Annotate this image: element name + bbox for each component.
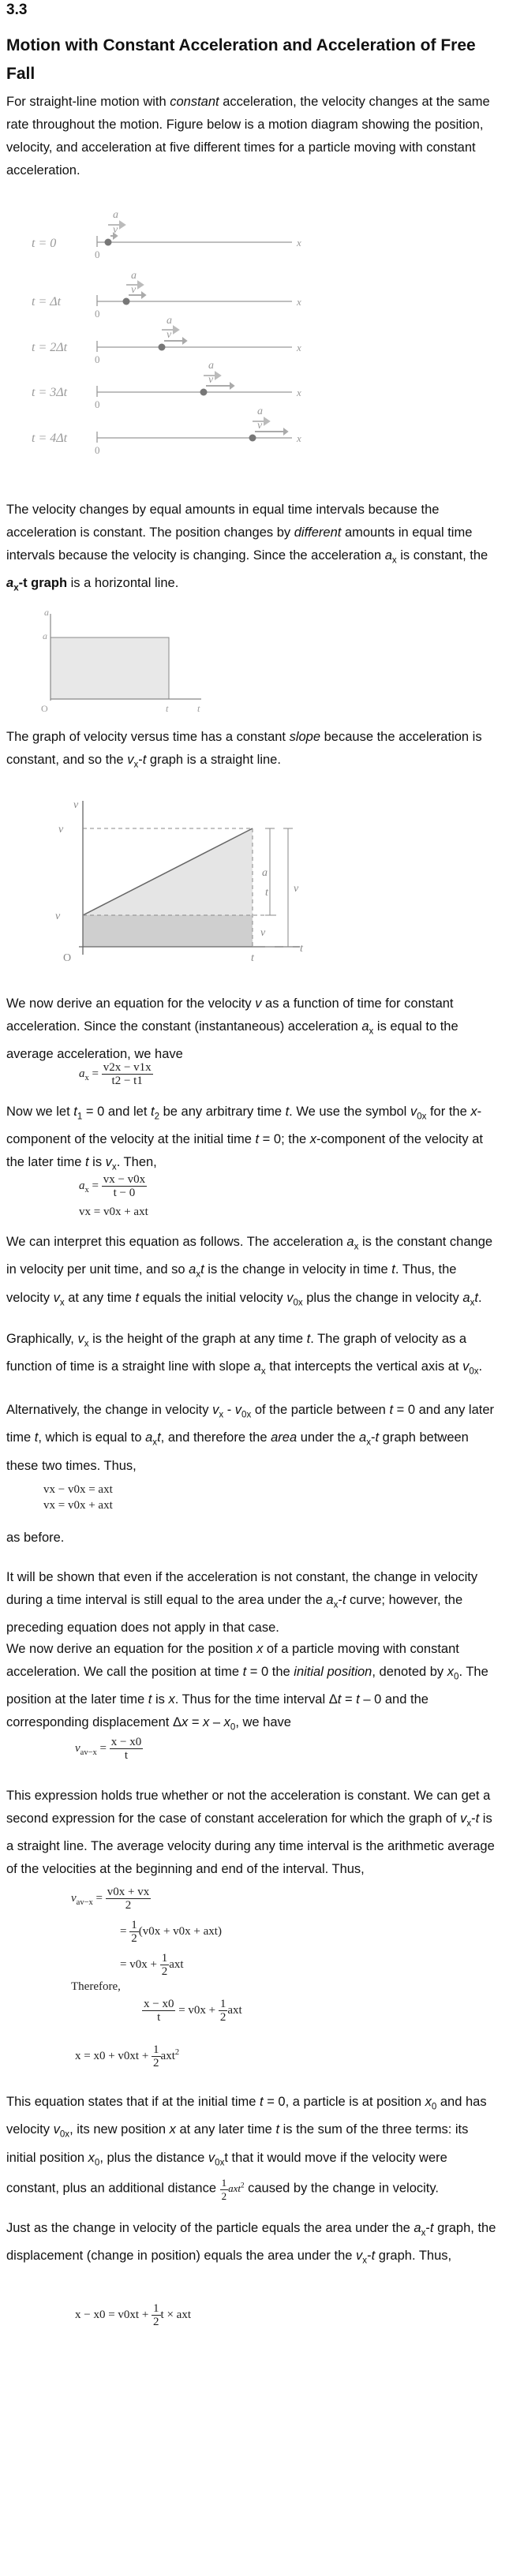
paragraph-displacement-area: Just as the change in velocity of the particle equals the area under the $a_x-t$ graph, the displacement (change in position) equals the area under the $v_x-t$ graph. Thus, (6, 2221, 496, 2266)
equation-average-acceleration: $a_x$ = $\frac{v2x - v1x}{t2 - t1}$ (79, 1061, 152, 1087)
equation-average-velocity: $v_{av-x}$ = $\frac{x - x0}{t}$ (75, 1736, 142, 1762)
svg-text:v: v (257, 420, 263, 432)
time-label-0: t = 0 (32, 237, 57, 250)
svg-text:t: t (300, 943, 303, 955)
paragraph-second-expression: This expression holds true whether or not the acceleration is constant. We can get a second expression for the case of constant acceleration for which the graph of $v_x-t$ is a straight line. The average velocity during any time interval is the arithmetic average of the velocities at the beginning and end of the interval. Thus, (6, 1789, 495, 1877)
paragraph-derive-velocity: We now derive an equation for the velocity v as a function of time for constant acceleration. Since the constant (instantaneous) acceleration $a_x$ is equal to the average acceleration, we have (6, 996, 458, 1062)
ax-t-graph (32, 608, 221, 718)
x-label: x (297, 237, 301, 249)
paragraph-equation-states: This equation states that if at the initial time t = 0, a particle is at position $x_0$ and has velocity $v_{0x}$, its new position x at any later time t is the sum of the three terms: its initial position $x_0$, plus the distance $v_{0x}t$ that it would move if the velocity were constant, plus an additional distance $\frac{1}{2}$ axt$^2$ caused by the change in velocity. (6, 2095, 487, 2202)
particle (123, 298, 130, 305)
svg-text:a: a (43, 630, 47, 641)
equation-vx: vx = v0x + axt (79, 1206, 148, 1218)
equation-vav-line1: $v_{av-x}$ = $\frac{v0x + vx}{2}$ (71, 1886, 150, 1912)
svg-text:v: v (58, 824, 64, 836)
svg-text:x: x (297, 296, 301, 308)
svg-text:a: a (262, 867, 268, 879)
paragraph-vx-t-slope: The graph of velocity versus time has a constant slope because the acceleration is constant, and so the $v_x-t$ graph is a straight line. (6, 730, 482, 770)
section-number: 3.3 (6, 2, 28, 18)
time-label-4: t = 4Δt (32, 432, 68, 445)
particle (105, 239, 112, 246)
particle (159, 344, 166, 351)
equation-area-line2: vx = v0x + axt (43, 1499, 113, 1512)
svg-text:a: a (208, 360, 214, 372)
section-title: Motion with Constant Acceleration and Acceleration of Free Fall (6, 36, 476, 83)
svg-text:v: v (260, 927, 266, 939)
paragraph-derive-position: We now derive an equation for the position x of a particle moving with constant acceleration. We call the position at time t = 0 the initial position, denoted by $x_0$. The position at the later time t is x. Thus for the time interval Δt = t – 0 and the corresponding displacement $\Delta x = x - x_0$, we have (6, 1642, 488, 1733)
svg-text:t: t (251, 952, 254, 964)
particle (200, 389, 208, 396)
svg-text:v: v (73, 799, 79, 811)
svg-text:v: v (55, 910, 61, 922)
svg-text:v: v (208, 374, 214, 386)
paragraph-interpretation: We can interpret this equation as follows. The acceleration $a_x$ is the constant change in velocity per unit time, and so $a_xt$ is the change in velocity in time t. Thus, the velocity $v_x$ at any time t equals the initial velocity $v_{0x}$ plus the change in velocity $a_xt$. (6, 1235, 493, 1307)
svg-text:a: a (131, 270, 137, 282)
a-label: a (113, 209, 118, 221)
equation-displacement: x − x0 = v0xt + $\frac{1}{2}$ t × axt (75, 2302, 191, 2328)
vx-t-graph (47, 797, 331, 986)
time-label-2: t = 2Δt (32, 341, 68, 354)
v-label: v (113, 224, 118, 236)
svg-text:a: a (44, 608, 49, 618)
svg-text:O: O (41, 703, 48, 714)
therefore-label: Therefore, (71, 1980, 121, 1993)
svg-text:t: t (197, 703, 200, 714)
svg-text:0: 0 (95, 444, 100, 456)
svg-text:0: 0 (95, 308, 100, 320)
svg-text:x: x (297, 342, 301, 353)
svg-text:0: 0 (95, 398, 100, 410)
svg-text:x: x (297, 432, 301, 444)
svg-text:O: O (63, 952, 72, 964)
svg-text:a: a (167, 315, 172, 327)
svg-text:t: t (166, 703, 169, 714)
equation-ax-definition: $a_x$ = $\frac{vx - v0x}{t - 0}$ (79, 1173, 146, 1199)
paragraph-graphically: Graphically, $v_x$ is the height of the graph at any time t. The graph of velocity as a function of time is a straight line with slope $a_x$ that intercepts the vertical axis at $v_{0x}$. (6, 1332, 483, 1377)
paragraph-constant-acceleration: The velocity changes by equal amounts in equal time intervals because the acceleration is constant. The position changes by different amounts in equal time intervals because the velocity is changing. Since the acceleration $a_x$ is constant, the $a_x-t$ graph is a horizontal line. (6, 503, 488, 593)
zero-label: 0 (95, 249, 100, 260)
paragraph-alternatively: Alternatively, the change in velocity $v_x - v_{0x}$ of the particle between t = 0 and any later time t, which is equal to $a_xt$, and therefore the area under the $a_x-t$ graph between these two times. Thus, (6, 1403, 495, 1473)
paragraph-intro: For straight-line motion with constant acceleration, the velocity changes at the same rate throughout the motion. Figure below is a motion diagram showing the position, velocity, and acceleration at five different times for a particle moving with constant acceleration. (6, 95, 490, 178)
svg-text:0: 0 (95, 353, 100, 365)
paragraph-nonconstant: It will be shown that even if the acceleration is not constant, the change in velocity during a time interval is still equal to the area under the $a_x-t$ curve; however, the preceding equation does not apply in that case. (6, 1570, 478, 1636)
svg-text:v: v (167, 329, 172, 341)
area-under-ax (51, 637, 169, 699)
time-label-1: t = Δt (32, 295, 62, 308)
equation-area-line1: vx − v0x = axt (43, 1483, 113, 1496)
paragraph-as-before: as before. (6, 1531, 65, 1545)
svg-text:t: t (265, 887, 268, 899)
equation-position-ratio: $\frac{x - x0}{t}$ = v0x + $\frac{1}{2}$ axt (144, 1998, 242, 2024)
svg-text:v: v (131, 284, 137, 296)
equation-vav-line3: = v0x + $\frac{1}{2}$ axt (120, 1952, 184, 1978)
motion-diagram (32, 201, 316, 469)
time-label-3: t = 3Δt (32, 386, 68, 399)
equation-position: x = x0 + v0xt + $\frac{1}{2}$ axt$^2$ (75, 2043, 180, 2069)
particle (249, 435, 256, 442)
equation-vav-line2: = $\frac{1}{2}$ (v0x + v0x + axt) (120, 1919, 222, 1945)
svg-text:v: v (294, 883, 299, 895)
paragraph-let-t1-zero: Now we let $t_1 = 0$ and let $t_2$ be any arbitrary time t. We use the symbol $v_{0x}$ for the x-component of the velocity at the initial time t = 0; the x-component of the velocity at the later time t is $v_x$. Then, (6, 1105, 483, 1172)
svg-text:a: a (257, 406, 263, 417)
svg-text:x: x (297, 387, 301, 398)
